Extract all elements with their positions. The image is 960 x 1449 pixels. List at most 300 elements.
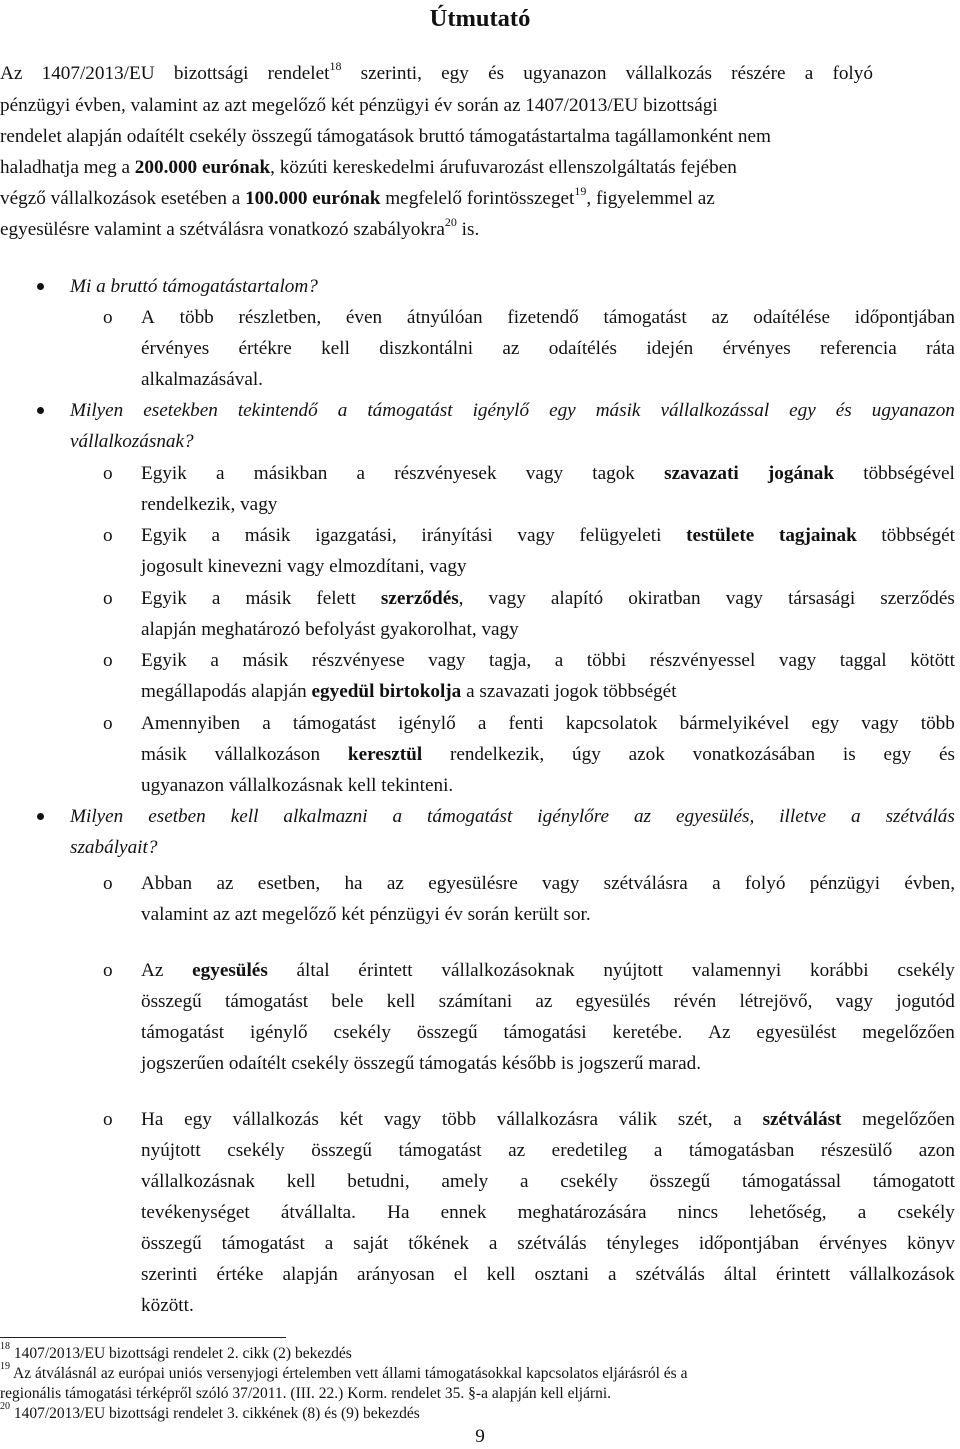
word: a: [216, 463, 225, 484]
word: többségét: [881, 525, 955, 546]
paragraph-line: között.: [141, 1295, 194, 1316]
word: referencia: [820, 338, 897, 359]
word: is: [842, 744, 856, 765]
word: kapcsolatok: [565, 713, 658, 734]
word: vagy: [428, 650, 466, 671]
word: a: [337, 400, 348, 421]
word: kell: [286, 1171, 316, 1192]
word: nincs: [677, 1202, 719, 1223]
list-item-line: alapján meghatározó befolyást gyakorolhat, vagy: [141, 619, 519, 640]
word: Egyik: [141, 650, 187, 671]
word: igénylő: [472, 400, 530, 421]
bullet-dot: [37, 407, 44, 414]
paragraph-line: [141, 1138, 955, 1164]
word: szétválásra: [603, 873, 688, 894]
word: több: [179, 307, 214, 328]
word: Milyen: [70, 400, 124, 421]
text-run: megállapodás alapján: [141, 681, 312, 702]
list-item-line: jogosult kinevezni vagy elmozdítani, vagy: [141, 556, 467, 577]
word: szerződés: [880, 588, 955, 609]
word: igénylőre: [537, 806, 610, 827]
word: az: [633, 806, 652, 827]
word: vagy: [835, 991, 873, 1012]
word: kell: [386, 991, 416, 1012]
word: az: [508, 1140, 526, 1161]
word: részesülő: [820, 1140, 893, 1161]
word: másik: [141, 744, 187, 765]
word: testülete: [686, 525, 755, 546]
word: támogatással: [742, 1171, 842, 1192]
word: által: [296, 960, 330, 981]
question-heading: [70, 804, 955, 830]
word: társasági: [788, 588, 856, 609]
word: vagy: [517, 525, 555, 546]
word: esetekben: [143, 400, 218, 421]
word: Az: [141, 960, 164, 981]
word: átnyúlóan: [406, 307, 483, 328]
word: folyó: [832, 63, 873, 84]
word: a: [607, 1264, 617, 1285]
word: a: [262, 713, 271, 734]
word: nyújtott: [141, 1140, 201, 1161]
word: 1407/2013/EU: [41, 63, 155, 84]
word: szerinti: [141, 1264, 198, 1285]
list-item-line: [141, 586, 955, 612]
word: a: [653, 1140, 663, 1161]
word: másik: [244, 525, 291, 546]
word: több: [441, 1109, 477, 1130]
answer-line: [141, 336, 955, 362]
footnote-19: [0, 1360, 688, 1384]
paragraph-line: [141, 989, 955, 1015]
word: a: [324, 1233, 334, 1254]
question-heading: [70, 398, 955, 424]
word: pénzügyi: [809, 873, 881, 894]
paragraph-line: [141, 871, 955, 897]
sub-bullet-marker: o: [103, 1109, 113, 1130]
bullet-dot: [37, 283, 44, 290]
word: illetve: [779, 806, 827, 827]
text-run: megfelelő forintösszeget: [380, 188, 575, 209]
word: esetben: [148, 806, 206, 827]
word: folyó: [744, 873, 786, 894]
intro-line: [0, 58, 873, 87]
word: érvényes: [818, 1233, 888, 1254]
footnote-number: 18: [0, 1340, 10, 1352]
word: Amennyiben: [141, 713, 241, 734]
word: megelőzően: [862, 1022, 955, 1043]
sub-bullet-marker: o: [103, 960, 113, 981]
word: támogatást: [427, 806, 513, 827]
word: érvényes: [141, 338, 210, 359]
word: irányítási: [421, 525, 493, 546]
intro-line: pénzügyi évben, valamint az azt megelőző két pénzügyi év során az 1407/2013/EU bizottsági: [0, 95, 718, 116]
word: és: [835, 400, 852, 421]
word: arányosan: [356, 1264, 435, 1285]
word: osztani: [534, 1264, 589, 1285]
word: a: [851, 806, 861, 827]
list-item-line: [141, 523, 955, 549]
word: Egyik: [141, 588, 187, 609]
word: fizetendő: [507, 307, 579, 328]
footnote-19-cont: regionális támogatási térképről szóló 37/2011. (III. 22.) Korm. rendelet 35. §-a alapján kell eljárni.: [0, 1385, 612, 1402]
word: szavazati: [664, 463, 739, 484]
sub-bullet-marker: o: [103, 650, 113, 671]
footnote-text: Az átválásnál az európai uniós versenyjogi értelemben vett állami támogatásokkal kapcsolatos eljárásról és a: [13, 1365, 688, 1382]
word: által: [723, 1264, 757, 1285]
word: csekély: [897, 1202, 955, 1223]
word: tagok: [592, 463, 635, 484]
footnote-text: 1407/2013/EU bizottsági rendelet 2. cikk (2) bekezdés: [13, 1345, 352, 1362]
word: szét,: [677, 1109, 713, 1130]
word: Ha: [387, 1202, 410, 1223]
word: szétválás: [635, 1264, 705, 1285]
word: nyújtott: [603, 960, 664, 981]
bold-amount: 200.000 eurónak: [134, 157, 271, 178]
paragraph-line: [141, 958, 955, 984]
word: eredetileg: [551, 1140, 628, 1161]
list-item-line: [141, 648, 955, 674]
word: alapján: [282, 1264, 338, 1285]
word: rendelet$^{18}$: [267, 58, 342, 84]
word: egyesülés: [192, 960, 268, 981]
word: a: [477, 713, 487, 734]
word: a: [488, 1233, 498, 1254]
word: támogatást: [367, 400, 453, 421]
word: támogatást: [141, 1022, 225, 1043]
paragraph-line: [141, 1107, 955, 1133]
word: részvényese: [311, 650, 405, 671]
word: jogának: [767, 463, 835, 484]
word: egy: [184, 1109, 212, 1130]
word: Az: [708, 1022, 731, 1043]
word: tekintendő: [237, 400, 318, 421]
word: létrejövő,: [739, 991, 813, 1012]
word: másikban: [253, 463, 328, 484]
word: a: [356, 463, 366, 484]
answer-line: [141, 305, 955, 331]
word: igénylő: [398, 713, 456, 734]
word: és: [488, 63, 505, 84]
sub-bullet-marker: o: [103, 307, 113, 328]
word: vagy: [725, 588, 764, 609]
word: többi: [586, 650, 627, 671]
page-number: 9: [475, 1426, 485, 1447]
word: egyesülést: [756, 1022, 837, 1043]
word: esetben,: [257, 873, 321, 894]
word: kell: [486, 1264, 516, 1285]
word: támogatást: [225, 991, 309, 1012]
footnote-ref: 19: [574, 183, 587, 198]
word: tőkének: [408, 1233, 469, 1254]
word: részvényesek: [394, 463, 497, 484]
word: vagy: [861, 713, 899, 734]
word: odaítélése: [753, 307, 830, 328]
word: keretébe.: [612, 1022, 683, 1043]
word: felügyeleti: [579, 525, 662, 546]
word: igazgatási,: [315, 525, 397, 546]
word: vállalkozás: [232, 1109, 319, 1130]
word: egy: [549, 400, 576, 421]
list-item-line: [141, 711, 955, 737]
word: a: [554, 650, 564, 671]
word: valamennyi: [691, 960, 782, 981]
footnote-18: [0, 1340, 352, 1364]
footnote-text: 1407/2013/EU bizottsági rendelet 3. cikkének (8) és (9) bekezdés: [13, 1405, 420, 1422]
word: értékre: [238, 338, 292, 359]
word: ha: [344, 873, 363, 894]
word: meghatározására: [517, 1202, 647, 1223]
footnote-separator: [0, 1337, 286, 1338]
paragraph-line: [141, 1200, 955, 1226]
word: kötött: [910, 650, 955, 671]
sub-bullet-marker: o: [103, 713, 113, 734]
word: felett: [316, 588, 356, 609]
paragraph-line: valamint az azt megelőző két pénzügyi év során került sor.: [141, 904, 591, 925]
word: fenti: [508, 713, 544, 734]
word: el: [453, 1264, 468, 1285]
intro-line: [0, 214, 480, 243]
word: részletben,: [238, 307, 322, 328]
paragraph-line: [141, 1231, 955, 1257]
word: összegű: [141, 1233, 202, 1254]
text-run: is.: [456, 219, 480, 240]
text-run: haladhatja meg a: [0, 157, 135, 178]
paragraph-line: [141, 1262, 955, 1288]
word: a: [804, 63, 814, 84]
answer-line: alkalmazásával.: [141, 369, 263, 390]
text-run: , figyelemmel az: [586, 188, 715, 209]
word: két: [339, 1109, 364, 1130]
word: értéke: [216, 1264, 264, 1285]
word: csekély: [333, 1022, 391, 1043]
word: szerződés,: [380, 588, 464, 609]
sub-bullet-marker: o: [103, 463, 113, 484]
word: másik: [245, 588, 292, 609]
word: szétválást: [762, 1109, 842, 1130]
word: érintett: [776, 1264, 831, 1285]
word: másik: [595, 400, 641, 421]
word: vagy: [525, 463, 564, 484]
word: a: [210, 650, 219, 671]
paragraph-line: [141, 1020, 955, 1046]
word: ráta: [926, 338, 955, 359]
word: tényleges: [606, 1233, 679, 1254]
word: támogatott: [872, 1171, 955, 1192]
question-heading: Mi a bruttó támogatástartalom?: [70, 276, 318, 297]
bullet-dot: [37, 813, 44, 820]
bold-term: egyedül birtokolja: [311, 681, 462, 702]
word: vonatkozásában: [692, 744, 816, 765]
word: egy: [811, 713, 840, 734]
word: igénylő: [250, 1022, 308, 1043]
word: részére: [731, 63, 786, 84]
word: korábbi: [810, 960, 869, 981]
word: és: [939, 744, 955, 765]
word: a: [857, 1202, 867, 1223]
word: összegű: [141, 991, 202, 1012]
word: másik: [242, 650, 289, 671]
word: évben,: [904, 873, 955, 894]
word: kell: [321, 338, 350, 359]
word: a: [392, 806, 403, 827]
intro-line: rendelet alapján odaítélt csekély összegű támogatások bruttó támogatástartalma tagállamonként nem: [0, 126, 771, 147]
word: vállalkozásnak: [141, 1171, 256, 1192]
word: odaítélés: [548, 338, 617, 359]
word: taggal: [839, 650, 887, 671]
word: érintett: [358, 960, 413, 981]
word: vagy: [542, 873, 580, 894]
word: saját: [353, 1233, 389, 1254]
word: Egyik: [141, 463, 187, 484]
word: időpontjában: [698, 1233, 800, 1254]
word: részvényessel: [649, 650, 756, 671]
footnote-number: 19: [0, 1360, 10, 1372]
question-heading: vállalkozásnak?: [70, 431, 194, 452]
intro-line: [0, 155, 737, 181]
word: támogatást: [221, 1233, 305, 1254]
word: csekély: [227, 1140, 285, 1161]
word: Abban: [141, 873, 193, 894]
paragraph-line: jogszerűen odaítélt csekély összegű támogatás később is jogszerű marad.: [141, 1053, 701, 1074]
word: kell: [230, 806, 259, 827]
word: alkalmazni: [283, 806, 368, 827]
word: vállalkozásoknak: [441, 960, 575, 981]
word: könyv: [907, 1233, 955, 1254]
page-title: Útmutató: [429, 5, 531, 32]
word: vállalkozás: [625, 63, 712, 84]
word: az: [711, 307, 729, 328]
word: úgy: [572, 744, 601, 765]
text-run: végző vállalkozások esetében a: [0, 188, 246, 209]
paragraph-line: [141, 1169, 955, 1195]
word: jogutód: [896, 991, 955, 1012]
footnote-20: [0, 1400, 420, 1424]
word: Az: [0, 63, 23, 84]
word: betudni,: [347, 1171, 410, 1192]
word: keresztül: [347, 744, 423, 765]
word: azok: [628, 744, 665, 765]
word: Egyik: [141, 525, 187, 546]
word: vagy: [778, 650, 817, 671]
word: éven: [345, 307, 383, 328]
word: szerinti,: [360, 63, 422, 84]
word: megelőzően: [862, 1109, 955, 1130]
word: támogatást: [398, 1140, 482, 1161]
word: vagy: [488, 588, 526, 609]
word: a: [211, 588, 221, 609]
word: A: [141, 307, 155, 328]
word: vállalkozásra: [496, 1109, 599, 1130]
word: tagja,: [489, 650, 532, 671]
word: ugyanazon: [871, 400, 955, 421]
word: tevékenységet: [141, 1202, 250, 1223]
word: összegű: [311, 1140, 372, 1161]
word: több: [920, 713, 955, 734]
word: összegű: [649, 1171, 711, 1192]
word: ugyanazon: [523, 63, 607, 84]
word: az: [502, 338, 520, 359]
list-item-line: [141, 679, 677, 705]
word: diszkontálni: [379, 338, 474, 359]
word: Milyen: [70, 806, 124, 827]
word: ennek: [440, 1202, 487, 1223]
word: csekély: [897, 960, 955, 981]
sub-bullet-marker: o: [103, 873, 113, 894]
footnote-number: 20: [0, 1400, 10, 1412]
word: szétválás: [517, 1233, 587, 1254]
word: okiratban: [628, 588, 701, 609]
word: érvényes: [722, 338, 791, 359]
word: támogatási: [503, 1022, 587, 1043]
word: egy: [441, 63, 469, 84]
word: a: [733, 1109, 742, 1130]
word: alapító: [550, 588, 604, 609]
list-item-line: ugyanazon vállalkozásnak kell tekinteni.: [141, 775, 454, 796]
word: a: [211, 525, 221, 546]
sub-bullet-marker: o: [103, 525, 113, 546]
word: egyesülés: [575, 991, 651, 1012]
word: válik: [618, 1109, 658, 1130]
word: a: [519, 1171, 529, 1192]
list-item-line: [141, 742, 955, 768]
bold-amount: 100.000 eurónak: [245, 188, 381, 209]
word: egy: [789, 400, 816, 421]
word: összegű: [416, 1022, 478, 1043]
word: támogatást: [603, 307, 687, 328]
word: idején: [646, 338, 694, 359]
word: az: [216, 873, 234, 894]
word: révén: [673, 991, 717, 1012]
text-run: a szavazati jogok többségét: [461, 681, 677, 702]
word: számítani: [438, 991, 513, 1012]
word: átvállalta.: [280, 1202, 356, 1223]
intro-line: [0, 183, 715, 212]
list-item-line: rendelkezik, vagy: [141, 494, 278, 515]
word: az: [535, 991, 553, 1012]
footnote-ref: 20: [444, 214, 457, 229]
word: egyesülésre: [428, 873, 518, 894]
word: bele: [331, 991, 364, 1012]
word: támogatást: [292, 713, 377, 734]
question-heading: szabályait?: [70, 837, 158, 858]
word: Ha: [141, 1109, 164, 1130]
word: csekély: [560, 1171, 618, 1192]
word: az: [386, 873, 404, 894]
word: azon: [918, 1140, 955, 1161]
word: vállalkozáson: [214, 744, 321, 765]
word: egy: [883, 744, 912, 765]
word: többségével: [863, 463, 955, 484]
word: támogatásban: [688, 1140, 795, 1161]
word: vagy: [383, 1109, 422, 1130]
word: vállalkozással: [660, 400, 770, 421]
word: amely: [441, 1171, 489, 1192]
word: bizottsági: [173, 63, 249, 84]
word: szétválás: [885, 806, 955, 827]
word: egyesülés,: [675, 806, 755, 827]
text-run: egyesülésre valamint a szétválásra vonatkozó szabályokra: [0, 219, 445, 240]
word: lehetőség,: [749, 1202, 827, 1223]
word: időpontjában: [854, 307, 955, 328]
word: vállalkozások: [849, 1264, 955, 1285]
word: a: [712, 873, 721, 894]
text-run: , közúti kereskedelmi árufuvarozást ellenszolgáltatás fejében: [270, 157, 737, 178]
word: tagjainak: [778, 525, 857, 546]
word: bármelyikével: [679, 713, 790, 734]
sub-bullet-marker: o: [103, 588, 113, 609]
word: rendelkezik,: [449, 744, 545, 765]
